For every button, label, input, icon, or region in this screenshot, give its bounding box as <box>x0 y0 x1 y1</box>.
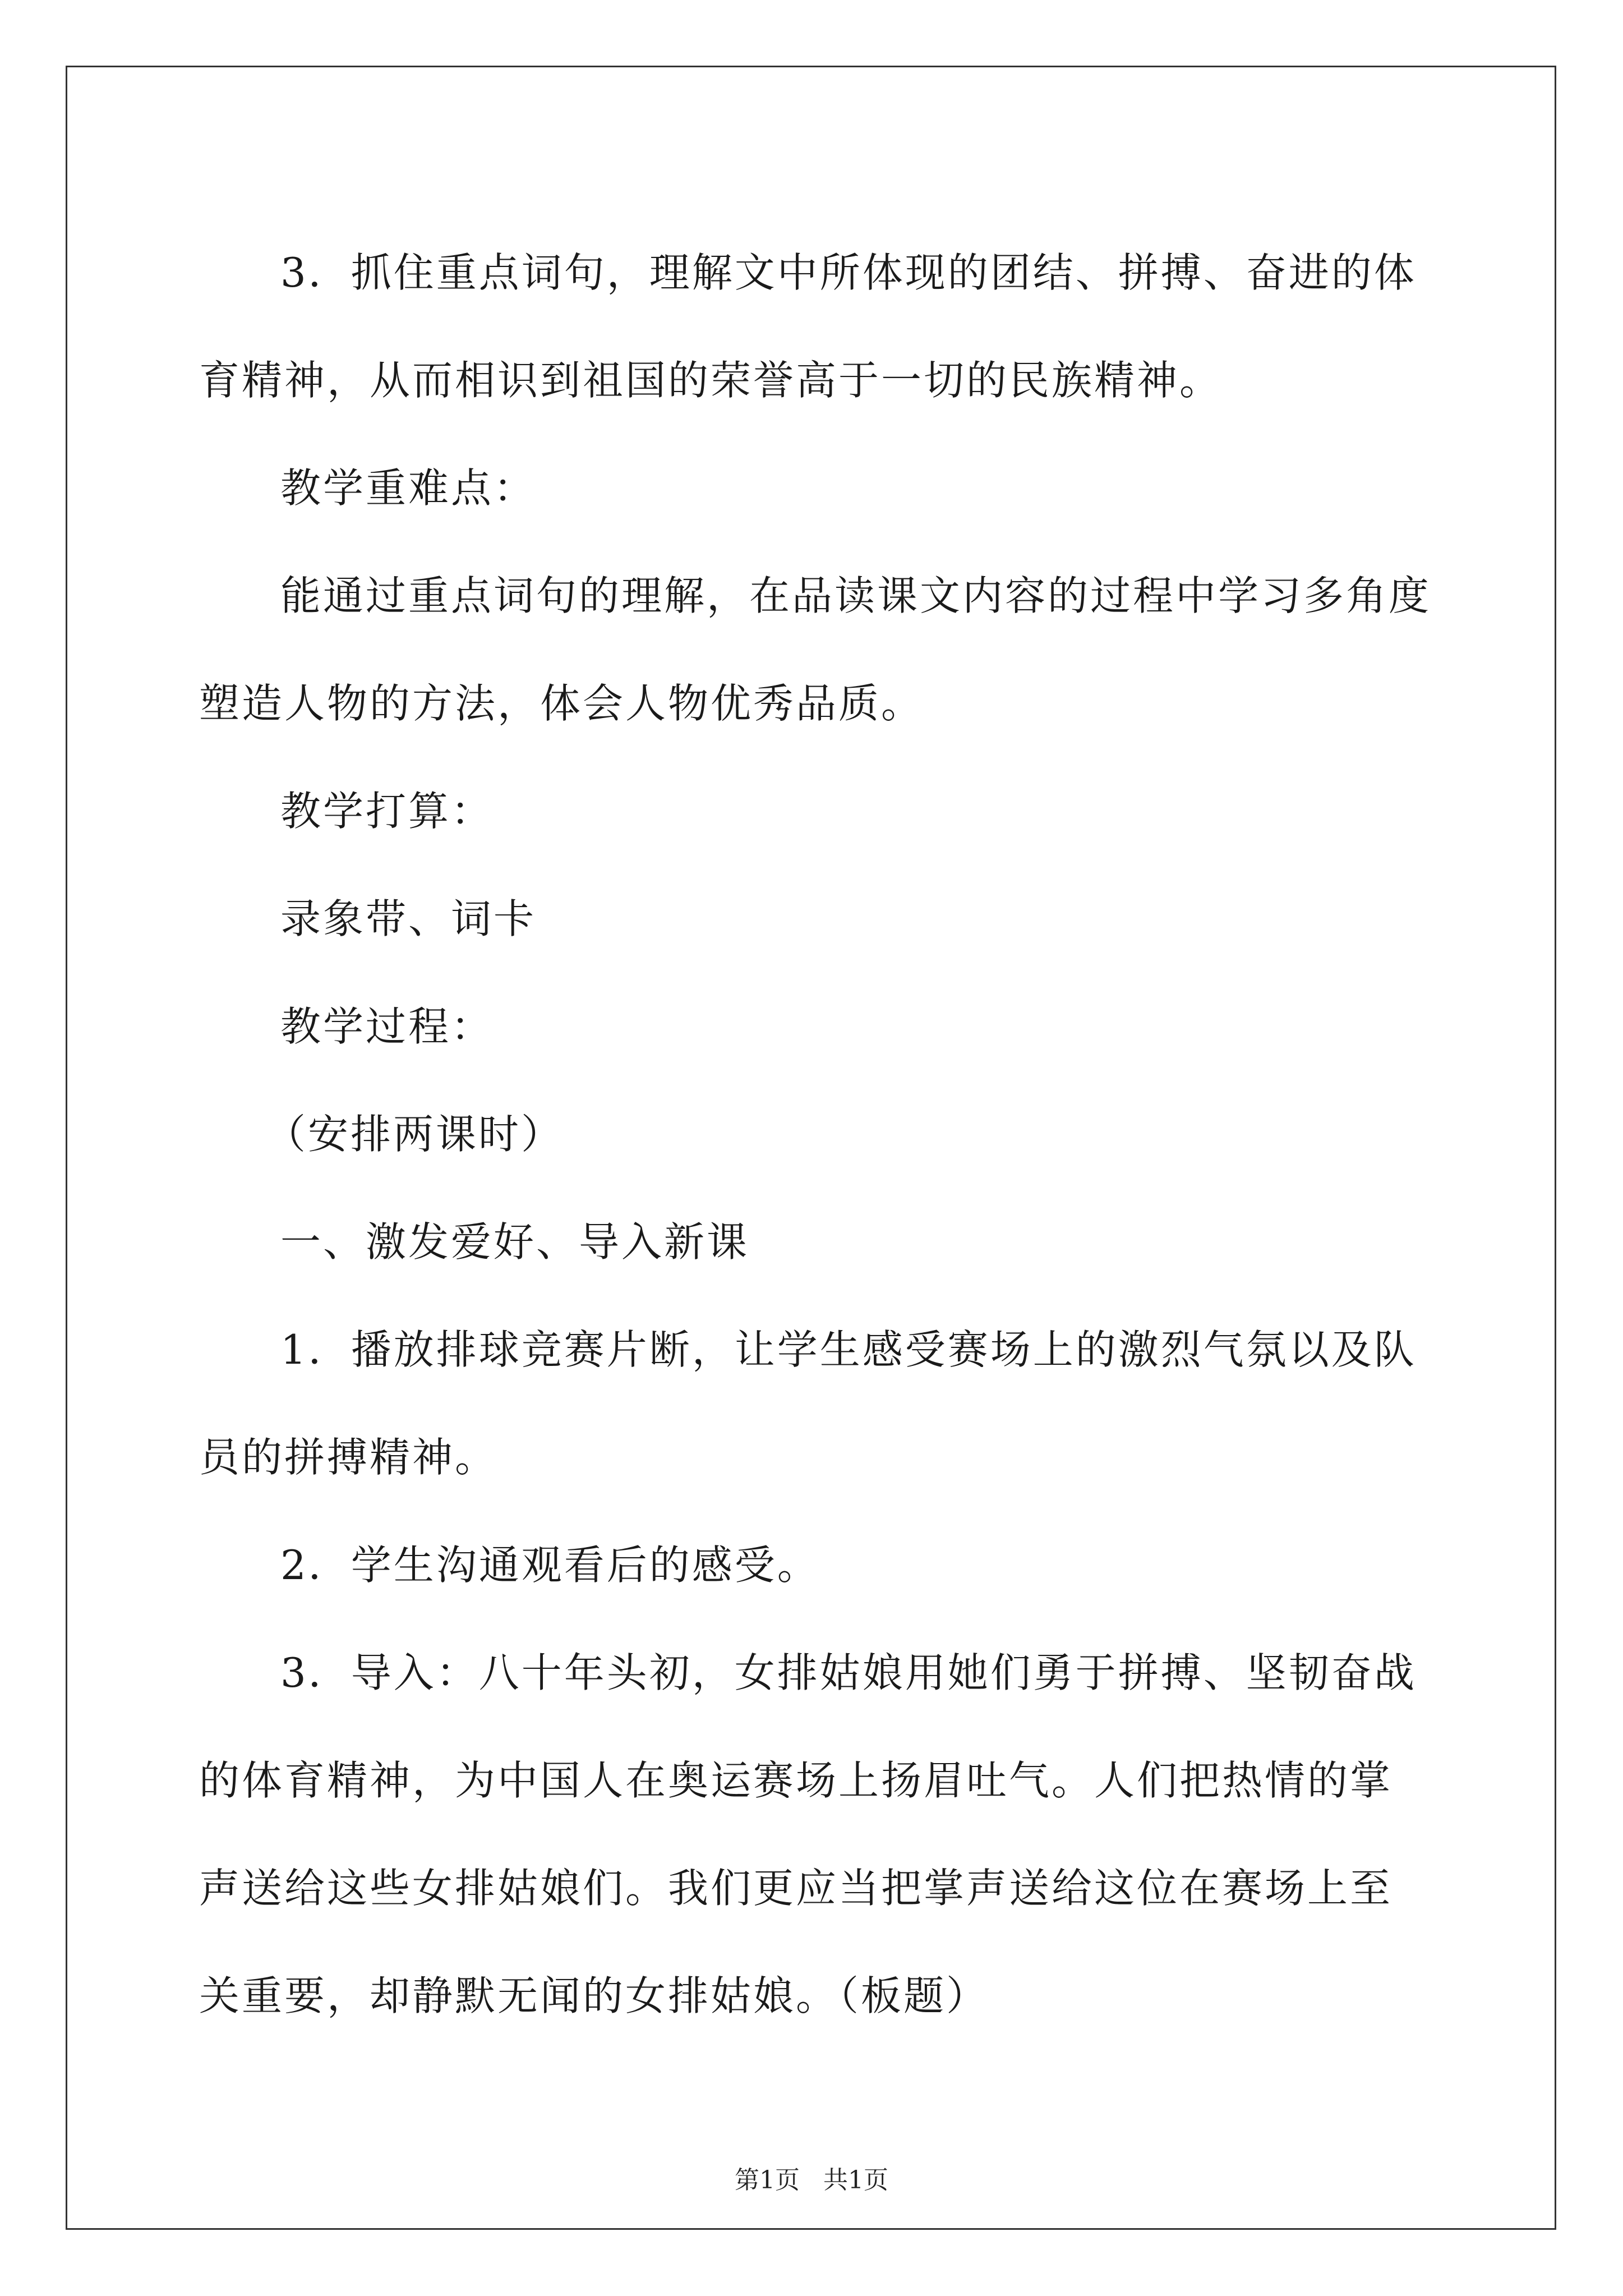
step-3: 3．导入：八十年头初，女排姑娘用她们勇于拼搏、坚韧奋战的体育精神，为中国人在奥运赛场上扬眉吐气。人们把热情的掌声送给这些女排姑娘们。我们更应当把掌声送给这位在赛场上至关重要，却静默无闻的女排姑娘。（板题） <box>199 1649 1417 2019</box>
step-1: 1．播放排球竞赛片断，让学生感受赛场上的激烈气氛以及队员的拼搏精神。 <box>199 1326 1417 1481</box>
heading-preparation: 教学打算： <box>280 788 494 835</box>
document-body <box>199 219 1433 2050</box>
step-2: 2．学生沟通观看后的感受。 <box>280 1542 820 1589</box>
heading-process: 教学过程： <box>280 1003 494 1050</box>
page-total: 共1页 <box>823 2166 888 2194</box>
paragraph-goal-3: 3．抓住重点词句，理解文中所体现的团结、拼搏、奋进的体育精神，从而相识到祖国的荣誉高于一切的民族精神。 <box>199 249 1417 404</box>
paragraph-preparation: 录象带、词卡 <box>280 895 537 942</box>
heading-key-difficulties: 教学重难点： <box>280 464 537 512</box>
section-one-heading: 一、激发爱好、导入新课 <box>280 1218 750 1266</box>
page-number: 第1页 <box>735 2166 800 2194</box>
paragraph-key-difficulties: 能通过重点词句的理解，在品读课文内容的过程中学习多角度塑造人物的方法，体会人物优秀品质。 <box>199 572 1432 727</box>
page-footer <box>0 2160 1623 2196</box>
paragraph-schedule: （安排两课时） <box>265 1111 564 1158</box>
